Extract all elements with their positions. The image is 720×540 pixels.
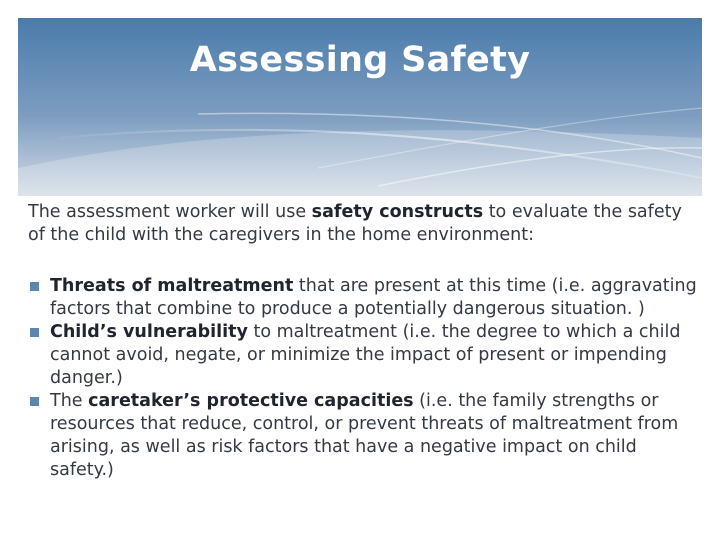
bullet-item (28, 321, 700, 390)
bullet-bold: caretaker’s protective capacities (88, 391, 414, 411)
intro-bold: safety constructs (311, 202, 484, 222)
bullet-item (28, 275, 700, 321)
bullet-text: to maltreatment (i.e. the degree to which a child cannot avoid, negate, or minimize the impact of present or impending danger.) (50, 322, 681, 388)
square-bullet-icon (30, 397, 39, 406)
intro-text: The assessment worker will use (28, 202, 312, 222)
square-bullet-icon (30, 328, 39, 337)
bullet-item (28, 390, 700, 482)
bullet-pre: The (50, 391, 89, 411)
bullet-list (28, 275, 700, 482)
bullet-bold: Child’s vulnerability (50, 322, 248, 342)
intro-paragraph (28, 201, 700, 247)
square-bullet-icon (30, 282, 39, 291)
bullet-bold: Threats of maltreatment (50, 276, 294, 296)
bullet-text: that are present at this time (i.e. aggravating factors that combine to produce a potentially dangerous situation. ) (50, 276, 697, 319)
bullet-text: (i.e. the family strengths or resources that reduce, control, or prevent threats of maltreatment from arising, as well as risk factors that have a negative impact on child safety.) (50, 391, 679, 480)
intro-text-end: to evaluate the safety of the child with the caregivers in the home environment: (28, 202, 682, 245)
slide-title: Assessing Safety (189, 40, 531, 80)
